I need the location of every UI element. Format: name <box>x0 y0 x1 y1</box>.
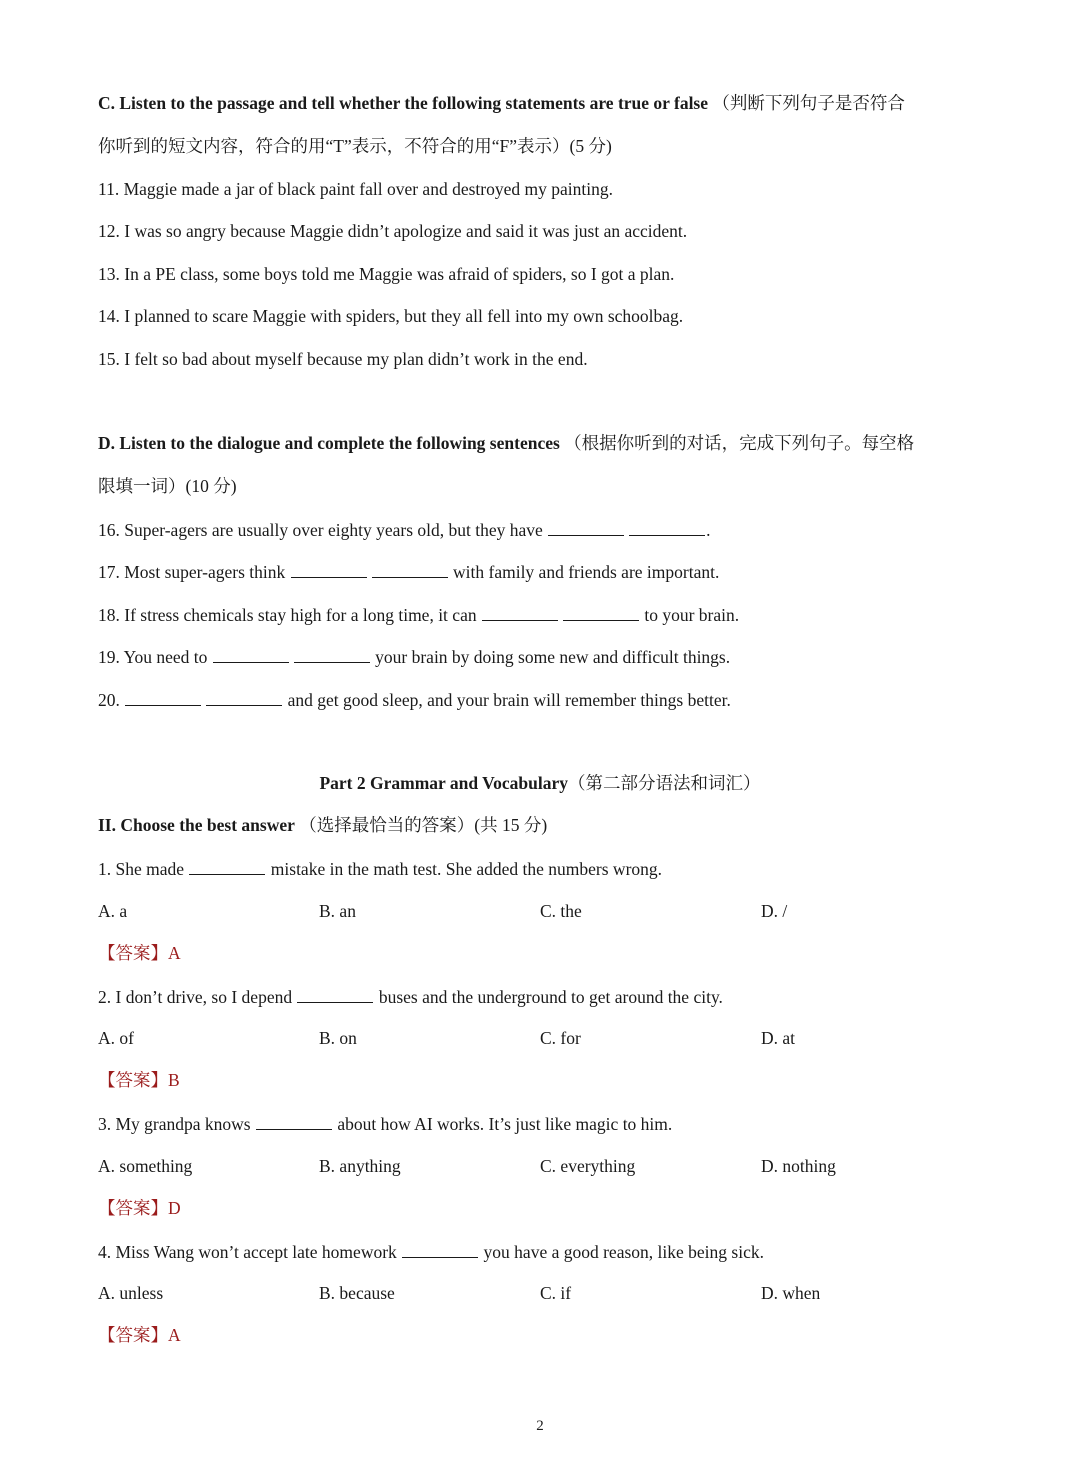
section-c-heading <box>98 91 905 115</box>
answer-blank[interactable] <box>291 559 367 578</box>
fill-item-text: and get good sleep, and your brain will remember things better. <box>287 690 731 710</box>
answer-blank[interactable] <box>372 559 448 578</box>
question-3 <box>98 1111 672 1136</box>
option-a[interactable]: A. unless <box>98 1283 164 1303</box>
section-d-heading-en: D. Listen to the dialogue and complete the following sentences <box>98 433 560 453</box>
fill-item-text: 16. Super-agers are usually over eighty years old, but they have <box>98 520 543 540</box>
question-text: 2. I don’t drive, so I depend <box>98 987 293 1007</box>
fill-item-text: 19. You need to <box>98 647 208 667</box>
fill-item-19 <box>98 644 730 669</box>
question-text: 1. She made <box>98 859 185 879</box>
answer-blank[interactable] <box>548 517 624 536</box>
section-d-heading-cn: （根据你听到的对话，完成下列句子。每空格 <box>564 433 915 453</box>
answer-key-2: 【答案】B <box>98 1070 180 1090</box>
answer-key-1: 【答案】A <box>98 943 181 963</box>
statement-12: 12. I was so angry because Maggie didn’t apologize and said it was just an accident. <box>98 221 688 241</box>
fill-item-text: with family and friends are important. <box>453 562 720 582</box>
section-c-heading-cont: 你听到的短文内容，符合的用“T”表示，不符合的用“F”表示）(5 分) <box>98 136 612 156</box>
answer-blank[interactable] <box>189 856 265 875</box>
option-b[interactable]: B. anything <box>319 1156 401 1176</box>
question-text: buses and the underground to get around the city. <box>378 987 723 1007</box>
answer-blank[interactable] <box>402 1239 478 1258</box>
fill-item-text: 20. <box>98 690 120 710</box>
part-2-title-cn: （第二部分语法和词汇） <box>568 773 761 793</box>
fill-item-text: 17. Most super-agers think <box>98 562 286 582</box>
option-c[interactable]: C. the <box>540 901 582 921</box>
option-b[interactable]: B. on <box>319 1028 357 1048</box>
option-c[interactable]: C. if <box>540 1283 572 1303</box>
fill-item-text: to your brain. <box>644 605 740 625</box>
page-number: 2 <box>536 1418 544 1434</box>
statement-11: 11. Maggie made a jar of black paint fall over and destroyed my painting. <box>98 179 613 199</box>
question-2 <box>98 984 723 1009</box>
section-d-heading-cont: 限填一词）(10 分) <box>98 476 237 496</box>
answer-blank[interactable] <box>482 602 558 621</box>
part-2-title <box>0 771 1080 795</box>
option-a[interactable]: A. of <box>98 1028 134 1048</box>
statement-14: 14. I planned to scare Maggie with spiders, but they all fell into my own schoolbag. <box>98 306 684 326</box>
fill-item-18 <box>98 602 739 627</box>
fill-item-text: your brain by doing some new and difficult things. <box>375 647 731 667</box>
answer-blank[interactable] <box>206 687 282 706</box>
fill-item-text: . <box>706 520 711 540</box>
option-d[interactable]: D. / <box>761 901 788 921</box>
answer-blank[interactable] <box>563 602 639 621</box>
part-2-title-en: Part 2 Grammar and Vocabulary <box>319 773 569 793</box>
fill-item-17 <box>98 559 719 584</box>
option-b[interactable]: B. an <box>319 901 356 921</box>
option-c[interactable]: C. everything <box>540 1156 636 1176</box>
option-b[interactable]: B. because <box>319 1283 395 1303</box>
answer-blank[interactable] <box>125 687 201 706</box>
statement-13: 13. In a PE class, some boys told me Maggie was afraid of spiders, so I got a plan. <box>98 264 675 284</box>
section-ii-heading-en: II. Choose the best answer <box>98 815 295 835</box>
section-ii-heading <box>98 813 547 837</box>
question-text: mistake in the math test. She added the numbers wrong. <box>270 859 663 879</box>
section-c-heading-en: C. Listen to the passage and tell whether the following statements are true or false <box>98 93 709 113</box>
answer-blank[interactable] <box>629 517 705 536</box>
option-d[interactable]: D. nothing <box>761 1156 836 1176</box>
answer-key-3: 【答案】D <box>98 1198 181 1218</box>
answer-key-4: 【答案】A <box>98 1325 181 1345</box>
fill-item-20 <box>98 687 731 712</box>
question-text: 3. My grandpa knows <box>98 1114 251 1134</box>
section-ii-heading-cn: （选择最恰当的答案）(共 15 分) <box>299 815 548 835</box>
fill-item-text: 18. If stress chemicals stay high for a long time, it can <box>98 605 477 625</box>
answer-blank[interactable] <box>294 644 370 663</box>
statement-15: 15. I felt so bad about myself because my plan didn’t work in the end. <box>98 349 588 369</box>
option-d[interactable]: D. when <box>761 1283 821 1303</box>
question-text: about how AI works. It’s just like magic to him. <box>337 1114 673 1134</box>
answer-blank[interactable] <box>256 1111 332 1130</box>
question-1 <box>98 856 662 881</box>
section-c-heading-cn: （判断下列句子是否符合 <box>712 93 905 113</box>
question-4 <box>98 1239 764 1264</box>
option-a[interactable]: A. a <box>98 901 128 921</box>
option-d[interactable]: D. at <box>761 1028 796 1048</box>
question-text: 4. Miss Wang won’t accept late homework <box>98 1242 397 1262</box>
option-a[interactable]: A. something <box>98 1156 193 1176</box>
answer-blank[interactable] <box>297 984 373 1003</box>
answer-blank[interactable] <box>213 644 289 663</box>
question-text: you have a good reason, like being sick. <box>483 1242 764 1262</box>
section-d-heading <box>98 431 914 455</box>
option-c[interactable]: C. for <box>540 1028 581 1048</box>
fill-item-16 <box>98 517 711 542</box>
